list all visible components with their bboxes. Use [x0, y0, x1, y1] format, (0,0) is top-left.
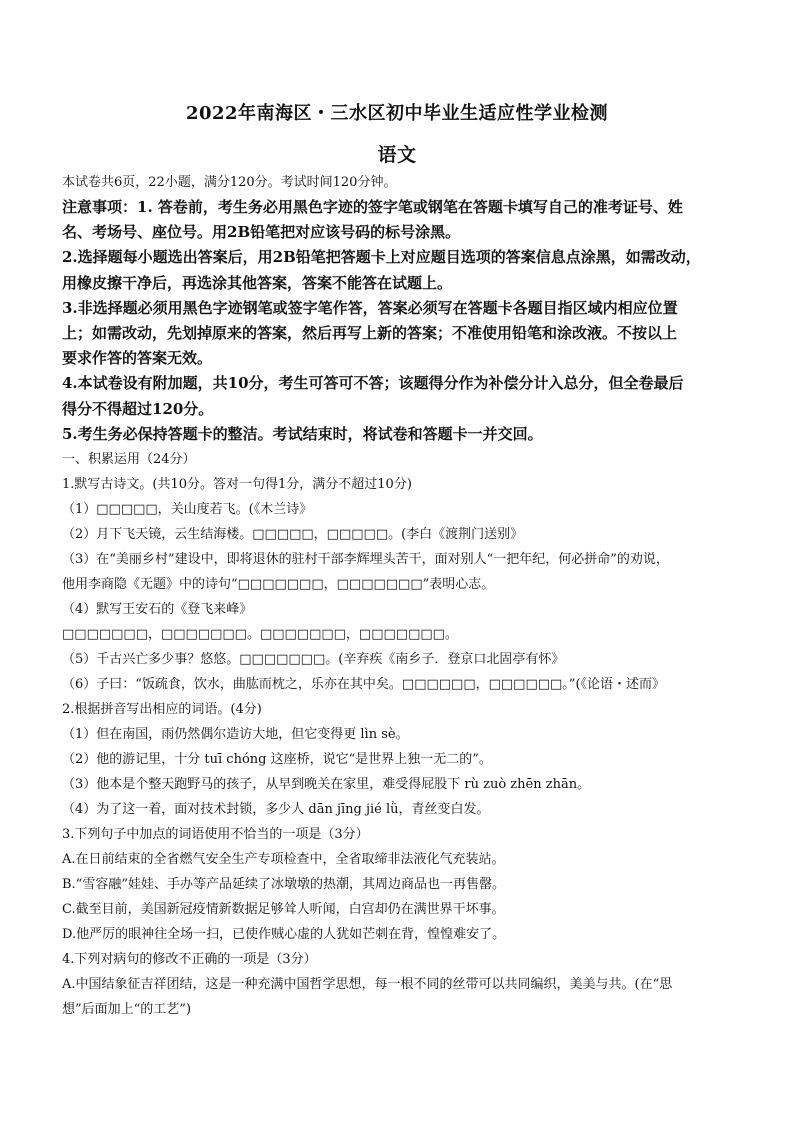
exam-intro	[62, 175, 742, 200]
question-line: B.“雪容融”娃娃、手办等产品延续了冰墩墩的热潮，其周边商品也一再售罄。	[62, 877, 505, 892]
question-line: D.他严厉的眼神往全场一扫，已使作贼心虚的人犹如芒刺在背，惶惶难安了。	[62, 927, 506, 942]
note-line: 5.考生务必保持答题卡的整洁。考试结束时，将试卷和答题卡一并交回。	[62, 424, 543, 443]
question-line: （3）在“美丽乡村”建设中，即将退休的驻村干部李辉埋头苦干，面对别人“一把年纪，何必拼命”的劝说，	[62, 552, 669, 567]
question-line: （4）为了这一着，面对技术封锁，多少人 dān jīng jié lǜ，青丝变白发。	[62, 802, 490, 817]
question-line: □□□□□□□，□□□□□□□。□□□□□□□，□□□□□□□。	[62, 627, 458, 642]
subject-title: 语文	[377, 144, 417, 166]
question-line: 他用李商隐《无题》中的诗句“□□□□□□□，□□□□□□□”表明心志。	[62, 577, 495, 592]
question-line: 2.根据拼音写出相应的词语。(4分)	[62, 702, 262, 717]
note-line: 得分不得超过120分。	[62, 399, 214, 418]
question-line: C.截至目前，美国新冠疫情新数据足够耸人听闻，白宫却仍在满世界干坏事。	[62, 902, 505, 917]
note-line: 注意事项：1. 答卷前，考生务必用黑色字迹的签字笔或钢笔在答题卡填写自己的准考证号、姓	[62, 198, 683, 216]
question-line: （5）千古兴亡多少事？悠悠。□□□□□□□。(辛弃疾《南乡子．登京口北固亭有怀》	[62, 652, 565, 667]
section-heading: 一、积累运用（24分）	[62, 452, 196, 467]
question-line: （4）默写王安石的《登飞来峰》	[62, 602, 253, 617]
question-line: 3.下列句子中加点的词语使用不恰当的一项是（3分）	[62, 827, 369, 842]
question-line: 4.下列对病句的修改不正确的一项是（3分）	[62, 952, 317, 967]
question-line: （1）□□□□□，关山度若飞。(《木兰诗》	[62, 502, 313, 517]
question-line: （1）但在南国，雨仍然偶尔造访大地，但它变得更 lìn sè。	[62, 727, 409, 742]
question-line: （2）月下飞天镜，云生结海楼。□□□□□，□□□□□。(李白《渡荆门送别》	[62, 527, 524, 542]
section-accumulation	[62, 452, 742, 1027]
question-line: A.中国结象征吉祥团结，这是一种充满中国哲学思想，每一根不同的丝带可以共同编织，美美与共。(在“思	[62, 977, 673, 992]
question-line: 想”后面加上“的工艺”)	[62, 1002, 192, 1017]
question-line: （6）子曰：“饭疏食，饮水，曲肱而枕之，乐亦在其中矣。□□□□□□，□□□□□□。”(《论语・述而》	[62, 677, 666, 692]
note-line: 要求作答的答案无效。	[62, 349, 213, 368]
note-line: 2.选择题每小题选出答案后，用2B铅笔把答题卡上对应题目选项的答案信息点涂黑，如需改动，	[62, 248, 701, 267]
note-line: 名、考场号、座位号。用2B铅笔把对应该号码的标号涂黑。	[62, 223, 461, 242]
note-line: 3.非选择题必须用黑色字迹钢笔或签字笔作答，答案必须写在答题卡各题目指区域内相应位置	[62, 298, 678, 317]
note-line: 用橡皮擦干净后，再选涂其他答案，答案不能答在试题上。	[62, 273, 453, 292]
exam-notes	[62, 198, 742, 450]
note-line: 上；如需改动，先划掉原来的答案，然后再写上新的答案；不准使用铅笔和涂改液。不按以上	[62, 323, 678, 342]
question-line: A.在日前结束的全省燃气安全生产专项检查中，全省取缔非法液化气充装站。	[62, 852, 505, 867]
question-line: 1.默写古诗文。(共10分。答对一句得1分，满分不超过10分)	[62, 477, 412, 492]
question-line: （2）他的游记里，十分 tuī chóng 这座桥，说它“是世界上独一无二的”。	[62, 752, 492, 767]
exam-title: 2022年南海区・三水区初中毕业生适应性学业检测	[185, 103, 609, 124]
intro-line: 本试卷共6页，22小题，满分120分。考试时间120分钟。	[62, 175, 397, 190]
note-line: 4.本试卷设有附加题，共10分，考生可答可不答；该题得分作为补偿分计入总分，但全卷最后	[62, 374, 684, 393]
question-line: （3）他本是个整天跑野马的孩子，从早到晚关在家里，难受得屁股下 rù zuò zhēn zhān。	[62, 777, 591, 792]
